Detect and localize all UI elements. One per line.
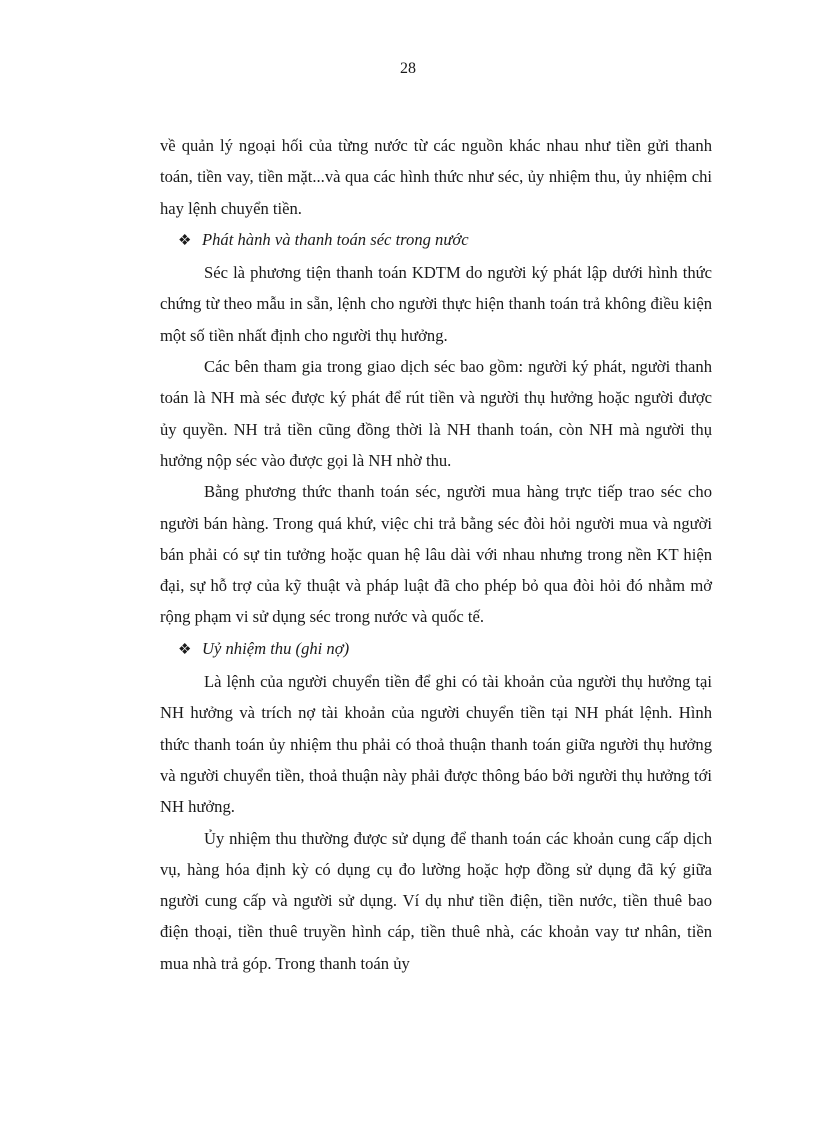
diamond-bullet-icon: ❖ bbox=[178, 641, 192, 658]
intro-paragraph: về quản lý ngoại hối của từng nước từ các nguồn khác nhau như tiền gửi thanh toán, tiền vay, tiền mặt...và qua các hình thức như séc, ủy nhiệm thu, ủy nhiệm chi hay lệnh chuyển tiền. bbox=[160, 136, 712, 218]
body-paragraph: Ủy nhiệm thu thường được sử dụng để thanh toán các khoản cung cấp dịch vụ, hàng hóa định kỳ có dụng cụ đo lường hoặc hợp đồng sử dụng đã ký giữa người cung cấp và người sử dụng. Ví dụ như tiền điện, tiền nước, tiền thuê bao điện thoại, tiền thuê truyền hình cáp, tiền thuê nhà, các khoản vay tư nhân, tiền mua nhà trả góp. Trong thanh toán ủy bbox=[160, 828, 712, 973]
body-paragraph: Séc là phương tiện thanh toán KDTM do người ký phát lập dưới hình thức chứng từ theo mẫu in sẵn, lệnh cho người thực hiện thanh toán trả không điều kiện một số tiền nhất định cho người thụ hưởng. bbox=[160, 263, 712, 345]
section-heading-collection bbox=[160, 633, 712, 666]
page-number: 28 bbox=[400, 60, 416, 77]
body-paragraph: Là lệnh của người chuyển tiền để ghi có tài khoản của người thụ hưởng tại NH hưởng và trích nợ tài khoản của người chuyển tiền tại NH phát lệnh. Hình thức thanh toán ủy nhiệm thu phải có thoả thuận thanh toán giữa người thụ hưởng và người chuyển tiền, thoả thuận này phải được thông báo bởi người thụ hưởng tới NH hưởng. bbox=[160, 672, 712, 817]
page-body bbox=[160, 130, 712, 979]
body-paragraph: Bằng phương thức thanh toán séc, người mua hàng trực tiếp trao séc cho người bán hàng. Trong quá khứ, việc chi trả bằng séc đòi hỏi người mua và người bán phải có sự tin tưởng hoặc quan hệ lâu dài với nhau nhưng trong nền KT hiện đại, sự hỗ trợ của kỹ thuật và pháp luật đã cho phép bỏ qua đòi hỏi đó nhằm mở rộng phạm vi sử dụng séc trong nước và quốc tế. bbox=[160, 482, 712, 627]
body-paragraph: Các bên tham gia trong giao dịch séc bao gồm: người ký phát, người thanh toán là NH mà séc được ký phát để rút tiền và người thụ hưởng hoặc người được ủy quyền. NH trả tiền cũng đồng thời là NH thanh toán, còn NH mà người thụ hưởng nộp séc vào được gọi là NH nhờ thu. bbox=[160, 357, 712, 470]
section-heading-text: Phát hành và thanh toán séc trong nước bbox=[202, 229, 469, 249]
section-heading-cheque bbox=[160, 224, 712, 257]
diamond-bullet-icon: ❖ bbox=[178, 232, 192, 249]
section-heading-text: Uỷ nhiệm thu (ghi nợ) bbox=[202, 638, 350, 658]
